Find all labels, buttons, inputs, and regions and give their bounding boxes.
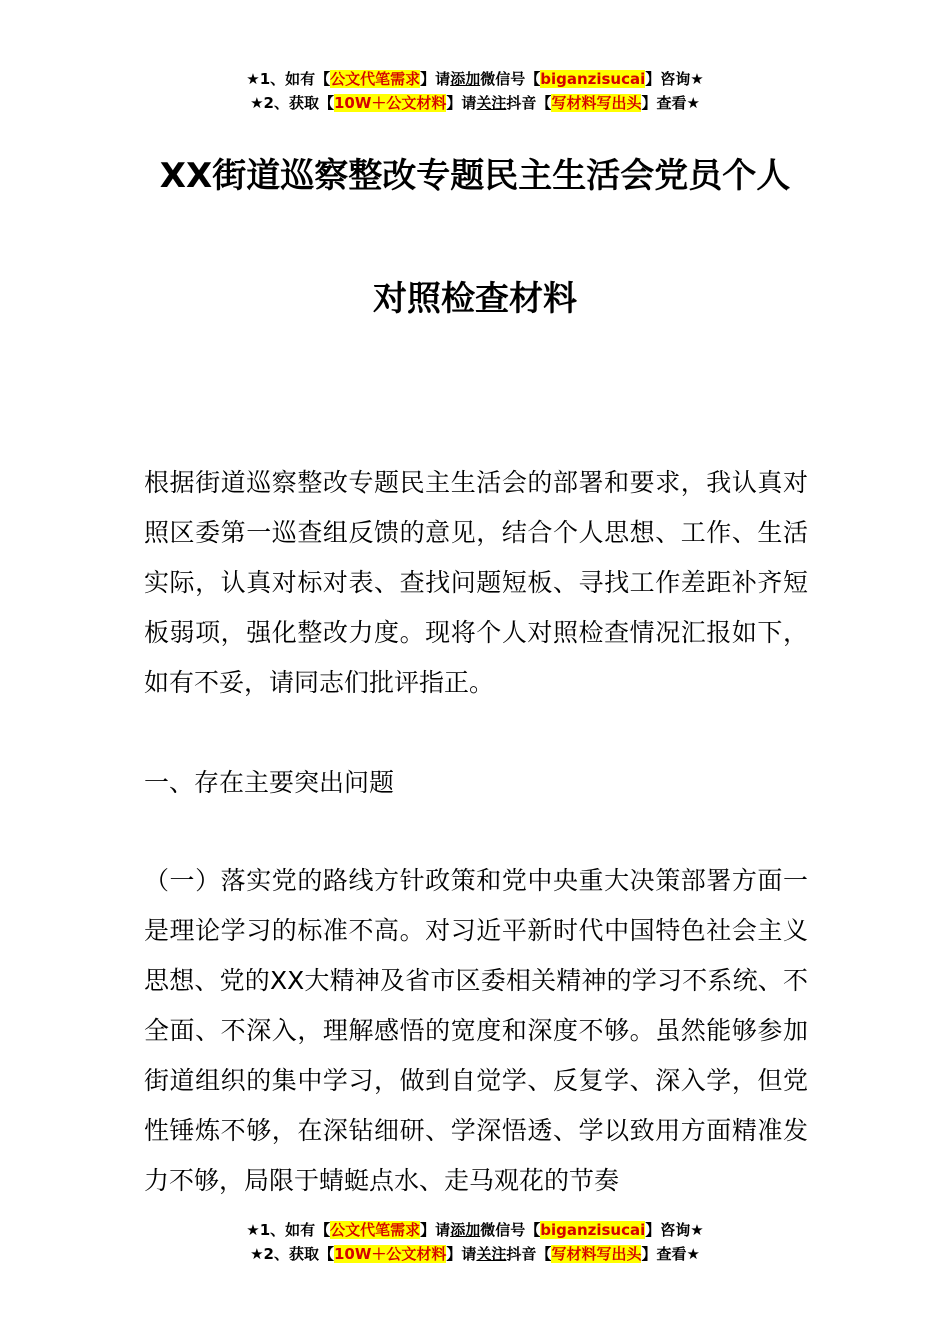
promo-highlight: 公文代笔需求 xyxy=(330,1221,421,1239)
promo-highlight: biganzisucai xyxy=(540,70,646,88)
promo-text: 微信号【 xyxy=(480,70,541,88)
promo-text: 】查看★ xyxy=(641,94,700,112)
promo-highlight: 公文代笔需求 xyxy=(330,70,421,88)
promo-text: 】咨询★ xyxy=(645,1221,704,1239)
promo-header xyxy=(0,67,950,115)
promo-text: 】请 xyxy=(420,1221,451,1239)
promo-highlight: 写材料写出头 xyxy=(551,1245,642,1263)
section-heading: 一、存在主要突出问题 xyxy=(144,768,395,797)
promo-text: ★2、获取【 xyxy=(250,1245,334,1263)
intro-paragraph: 根据街道巡察整改专题民主生活会的部署和要求，我认真对照区委第一巡查组反馈的意见，结合个人思想、工作、生活实际，认真对标对表、查找问题短板、寻找工作差距补齐短板弱项，强化整改力度。现将个人对照检查情况汇报如下，如有不妥，请同志们批评指正。 xyxy=(144,468,808,697)
promo-footer xyxy=(0,1218,950,1266)
document-title-line-2: 对照检查材料 xyxy=(373,279,577,319)
promo-text: 抖音【 xyxy=(506,1245,552,1263)
promo-line-2 xyxy=(0,91,950,115)
promo-line-1 xyxy=(0,1218,950,1242)
promo-text: 】请 xyxy=(420,70,451,88)
promo-highlight: biganzisucai xyxy=(540,1221,646,1239)
promo-text: ★2、获取【 xyxy=(250,94,334,112)
promo-text: 抖音【 xyxy=(506,94,552,112)
promo-text: 微信号【 xyxy=(480,1221,541,1239)
promo-text: 】咨询★ xyxy=(645,70,704,88)
promo-line-2 xyxy=(0,1242,950,1266)
promo-text: ★1、如有【 xyxy=(246,1221,331,1239)
section-paragraph: （一）落实党的路线方针政策和党中央重大决策部署方面一是理论学习的标准不高。对习近平新时代中国特色社会主义思想、党的XX大精神及省市区委相关精神的学习不系统、不全面、不深入，理解感悟的宽度和深度不够。虽然能够参加街道组织的集中学习，做到自觉学、反复学、深入学，但党性锤炼不够，在深钻细研、学深悟透、学以致用方面精准发力不够，局限于蜻蜓点水、走马观花的节奏 xyxy=(144,866,808,1195)
promo-text: 】查看★ xyxy=(641,1245,700,1263)
promo-highlight: 10W＋公文材料 xyxy=(333,94,447,112)
promo-highlight: 10W＋公文材料 xyxy=(333,1245,447,1263)
promo-text: 】请 xyxy=(446,94,477,112)
promo-highlight: 写材料写出头 xyxy=(551,94,642,112)
promo-underline: 添加 xyxy=(450,70,481,88)
promo-text: ★1、如有【 xyxy=(246,70,331,88)
document-title-line-1: XX街道巡察整改专题民主生活会党员个人 xyxy=(159,156,791,196)
promo-underline: 添加 xyxy=(450,1221,481,1239)
promo-underline: 关注 xyxy=(476,94,507,112)
promo-line-1 xyxy=(0,67,950,91)
promo-underline: 关注 xyxy=(476,1245,507,1263)
promo-text: 】请 xyxy=(446,1245,477,1263)
